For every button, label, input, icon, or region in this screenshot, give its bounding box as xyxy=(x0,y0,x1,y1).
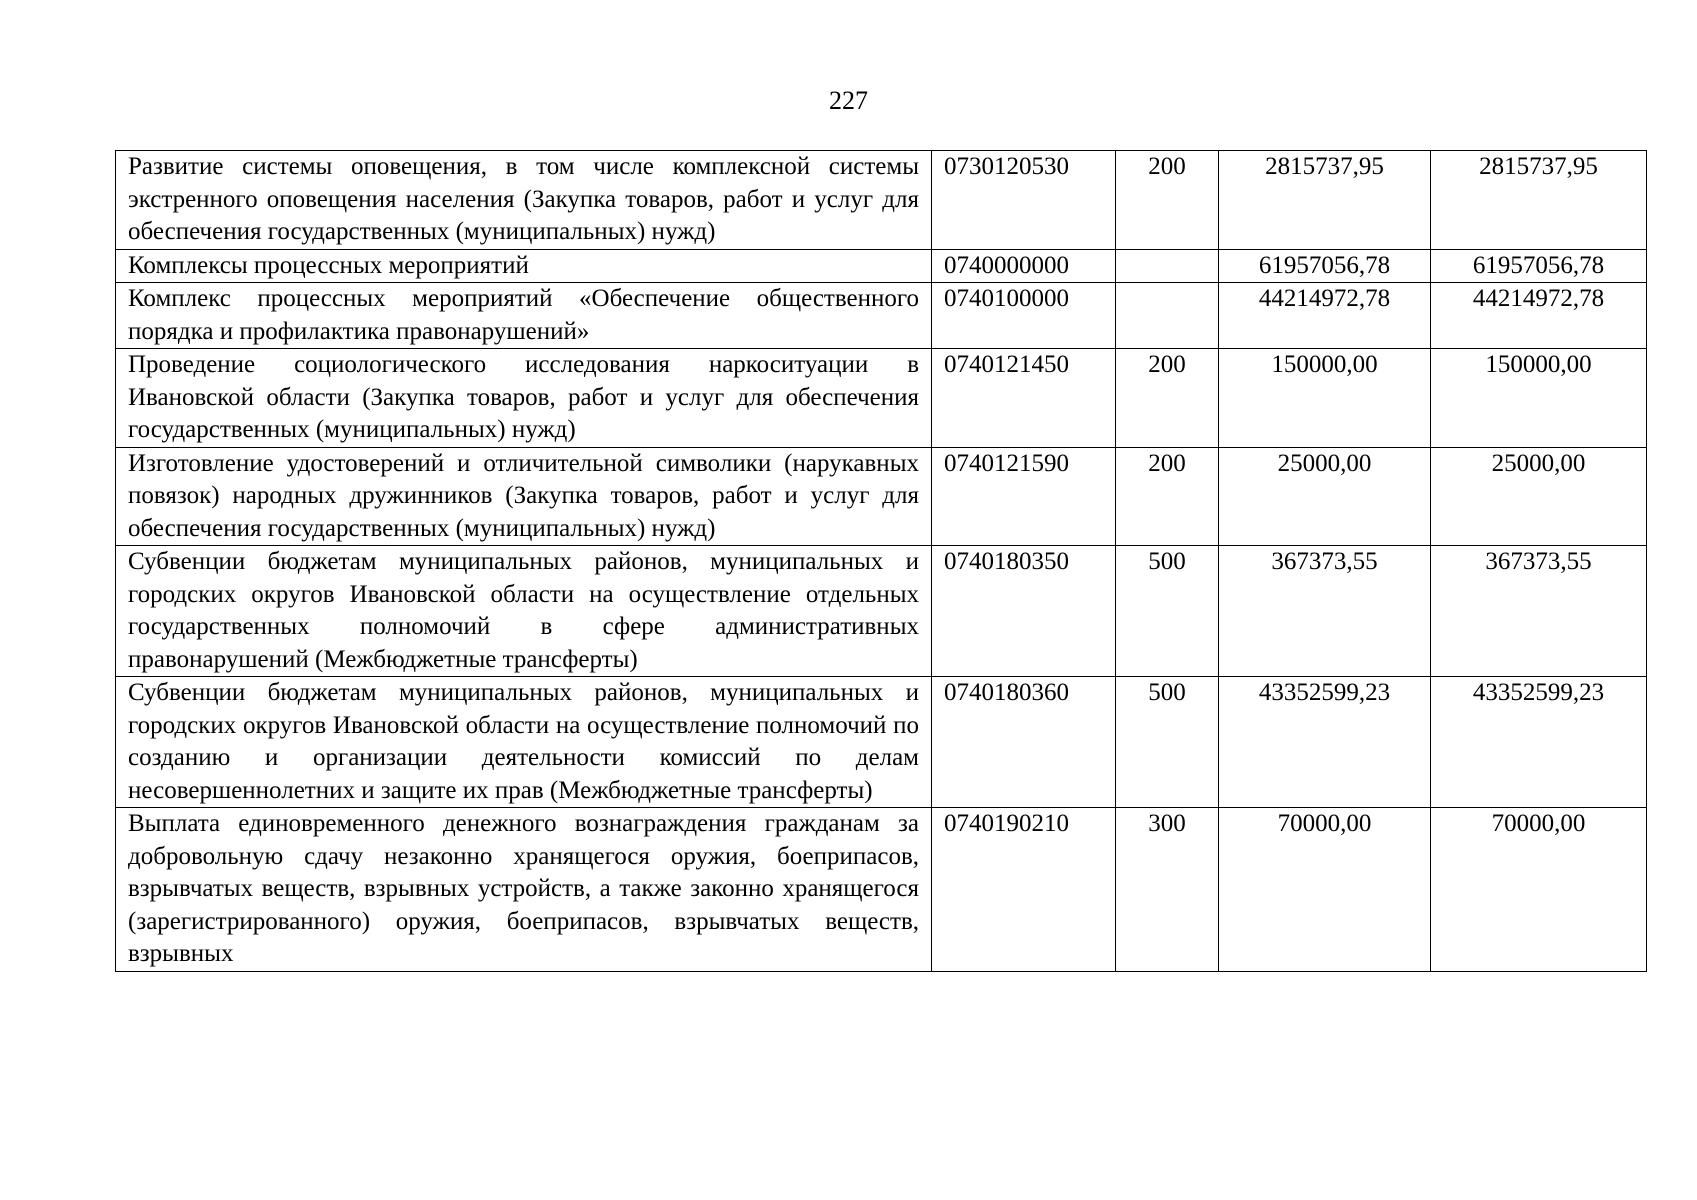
row-code-cell: 0740180350 xyxy=(932,546,1116,677)
row-code-cell: 0740100000 xyxy=(932,283,1116,349)
row-sum1-cell: 25000,00 xyxy=(1219,447,1431,546)
row-code-cell: 0740121590 xyxy=(932,447,1116,546)
row-name-cell: Субвенции бюджетам муниципальных районов, муниципальных и городских округов Ивановской области на осуществление отдельных государственных полномочий в сфере административных правонарушений (Межбюджетные трансферты) xyxy=(116,546,932,677)
row-type-cell: 300 xyxy=(1116,808,1219,972)
row-type-cell xyxy=(1116,283,1219,349)
table-row xyxy=(116,677,1647,808)
budget-table xyxy=(115,150,1647,972)
row-sum1-cell: 61957056,78 xyxy=(1219,249,1431,283)
row-type-cell: 200 xyxy=(1116,447,1219,546)
row-sum2-cell: 43352599,23 xyxy=(1431,677,1647,808)
row-type-cell: 200 xyxy=(1116,151,1219,250)
table-row xyxy=(116,808,1647,972)
row-name-cell: Комплексы процессных мероприятий xyxy=(116,249,932,283)
table-row xyxy=(116,151,1647,250)
row-type-cell: 200 xyxy=(1116,349,1219,448)
row-sum2-cell: 70000,00 xyxy=(1431,808,1647,972)
row-name-cell: Выплата единовременного денежного вознаграждения гражданам за добровольную сдачу незаконно хранящегося оружия, боеприпасов, взрывчатых веществ, взрывных устройств, а также законно хранящегося (зарегистрированного) оружия, боеприпасов, взрывчатых веществ, взрывных xyxy=(116,808,932,972)
row-sum1-cell: 150000,00 xyxy=(1219,349,1431,448)
row-type-cell xyxy=(1116,249,1219,283)
row-sum1-cell: 367373,55 xyxy=(1219,546,1431,677)
row-sum2-cell: 44214972,78 xyxy=(1431,283,1647,349)
table-row xyxy=(116,283,1647,349)
table-row xyxy=(116,349,1647,448)
row-sum1-cell: 70000,00 xyxy=(1219,808,1431,972)
row-code-cell: 0740180360 xyxy=(932,677,1116,808)
row-name-cell: Комплекс процессных мероприятий «Обеспечение общественного порядка и профилактика правонарушений» xyxy=(116,283,932,349)
row-code-cell: 0740000000 xyxy=(932,249,1116,283)
row-sum1-cell: 44214972,78 xyxy=(1219,283,1431,349)
row-code-cell: 0740121450 xyxy=(932,349,1116,448)
row-sum1-cell: 2815737,95 xyxy=(1219,151,1431,250)
row-sum2-cell: 367373,55 xyxy=(1431,546,1647,677)
table-row xyxy=(116,447,1647,546)
row-type-cell: 500 xyxy=(1116,677,1219,808)
page-number: 227 xyxy=(829,86,868,115)
row-sum2-cell: 25000,00 xyxy=(1431,447,1647,546)
row-sum2-cell: 150000,00 xyxy=(1431,349,1647,448)
row-type-cell: 500 xyxy=(1116,546,1219,677)
row-sum2-cell: 2815737,95 xyxy=(1431,151,1647,250)
row-code-cell: 0740190210 xyxy=(932,808,1116,972)
row-name-cell: Субвенции бюджетам муниципальных районов, муниципальных и городских округов Ивановской области на осуществление полномочий по созданию и организации деятельности комиссий по делам несовершеннолетних и защите их прав (Межбюджетные трансферты) xyxy=(116,677,932,808)
row-name-cell: Развитие системы оповещения, в том числе комплексной системы экстренного оповещения населения (Закупка товаров, работ и услуг для обеспечения государственных (муниципальных) нужд) xyxy=(116,151,932,250)
table-row xyxy=(116,546,1647,677)
table-row xyxy=(116,249,1647,283)
row-sum2-cell: 61957056,78 xyxy=(1431,249,1647,283)
row-code-cell: 0730120530 xyxy=(932,151,1116,250)
row-name-cell: Изготовление удостоверений и отличительной символики (нарукавных повязок) народных дружинников (Закупка товаров, работ и услуг для обеспечения государственных (муниципальных) нужд) xyxy=(116,447,932,546)
row-sum1-cell: 43352599,23 xyxy=(1219,677,1431,808)
row-name-cell: Проведение социологического исследования наркоситуации в Ивановской области (Закупка товаров, работ и услуг для обеспечения государственных (муниципальных) нужд) xyxy=(116,349,932,448)
